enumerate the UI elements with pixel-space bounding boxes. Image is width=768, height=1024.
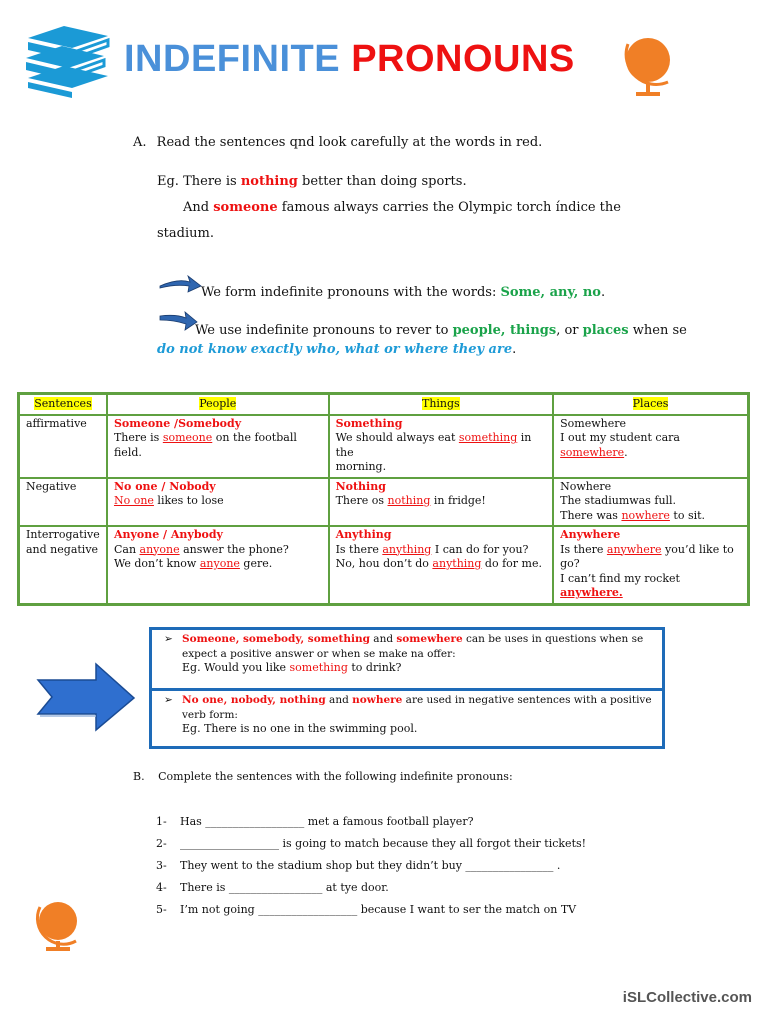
places-cell — [553, 526, 748, 604]
note-2 — [164, 693, 652, 737]
exercise-number: 2- — [156, 837, 167, 850]
rule-2-green-1: people, things — [452, 323, 557, 338]
arrow-icon — [34, 660, 138, 736]
section-a-text: Read the sentences qnd look carefully at the words in red. — [156, 135, 543, 150]
exercise-text[interactable]: I’m not going __________________ because I want to ser the match on TV — [180, 903, 577, 916]
note-1-post: can be uses in questions when se — [462, 633, 644, 645]
rule-2-cont-end: . — [512, 342, 517, 357]
example-1-red: nothing — [240, 174, 298, 189]
rule-2-mid: , or — [556, 323, 583, 338]
row-label-line: Interrogative — [26, 528, 100, 541]
table-row — [19, 415, 748, 478]
note-1-example-post: to drink? — [347, 661, 402, 674]
cell-red: nothing — [387, 494, 431, 507]
cell-text: Is there — [560, 542, 607, 556]
bullet-icon: ➢ — [164, 633, 173, 645]
rule-1-text: We form indefinite pronouns with the words: — [201, 285, 501, 300]
cell-red: anyone — [139, 542, 180, 556]
exercise-text[interactable]: Has __________________ met a famous football player? — [180, 815, 474, 828]
cell-text: you’d like to — [661, 542, 734, 556]
cell-text: on the football field. — [113, 431, 297, 459]
cell-text: likes to lose — [153, 494, 224, 507]
title-word-2: PRONOUNS — [351, 38, 575, 80]
globe-icon — [32, 895, 88, 955]
cell-red: anywhere. — [560, 586, 623, 599]
cell-text: go? — [560, 557, 580, 570]
header-sentences: Sentences — [34, 397, 92, 410]
exercise-item — [156, 859, 560, 872]
cell-heading: Nothing — [335, 479, 386, 493]
site-watermark: iSLCollective.com — [622, 989, 752, 1006]
header-places: Places — [632, 397, 669, 410]
section-a-marker: A. — [133, 135, 147, 150]
note-1-and: and — [369, 633, 397, 645]
exercise-text[interactable]: __________________ is going to match because they all forgot their tickets! — [180, 837, 587, 850]
note-2-line-2: verb form: — [182, 708, 238, 721]
table-row — [19, 526, 748, 604]
example-2-post: famous always carries the Olympic torch índice the — [277, 200, 621, 215]
cell-text: I out my student cara — [560, 431, 680, 444]
cell-text: We don’t know — [113, 557, 200, 570]
table-header — [553, 394, 748, 415]
note-1-red-2: somewhere — [396, 633, 463, 645]
cell-heading: Something — [335, 416, 403, 430]
arrow-icon — [158, 274, 202, 298]
note-2-red-2: nowhere — [352, 694, 403, 706]
bullet-icon: ➢ — [164, 694, 173, 706]
cell-heading: Anything — [335, 528, 392, 541]
exercise-text[interactable]: They went to the stadium shop but they didn’t buy ________________ . — [180, 859, 561, 872]
example-1-pre: Eg. There is — [157, 174, 241, 189]
notes-divider — [152, 688, 662, 691]
cell-text: . — [624, 445, 628, 459]
cell-text: to sit. — [669, 508, 706, 522]
people-cell — [107, 478, 329, 527]
exercise-number: 4- — [156, 881, 167, 894]
exercise-item — [156, 815, 473, 828]
cell-red: somewhere — [560, 445, 625, 459]
exercise-item — [156, 903, 576, 916]
note-2-red-1: No one, nobody, nothing — [182, 694, 326, 706]
cell-red: anything — [382, 542, 432, 556]
example-2 — [183, 200, 621, 215]
cell-heading: Nowhere — [560, 479, 612, 493]
note-2-post: are used in negative sentences with a positive — [402, 694, 652, 706]
rule-2 — [195, 323, 687, 338]
example-2-pre: And — [183, 200, 214, 215]
cell-heading: Somewhere — [560, 416, 627, 430]
places-cell — [553, 415, 748, 478]
pronoun-table — [17, 392, 750, 606]
cell-red: anyone — [199, 557, 240, 570]
title-word-1: INDEFINITE — [124, 38, 341, 80]
cell-text: I can’t find my rocket — [560, 571, 680, 585]
table-row — [19, 478, 748, 527]
note-2-and: and — [325, 694, 353, 706]
header-people: People — [199, 397, 237, 410]
things-cell — [329, 526, 554, 604]
notes-box — [149, 627, 665, 749]
globe-icon — [620, 30, 680, 100]
rule-2-post: when se — [628, 323, 687, 338]
exercise-item — [156, 881, 389, 894]
places-cell — [553, 478, 748, 527]
cell-text: do for me. — [481, 557, 542, 570]
note-1 — [164, 632, 644, 676]
rule-2-italic: do not know exactly who, what or where they are — [157, 342, 513, 357]
cell-red: nowhere — [621, 508, 670, 522]
exercise-number: 3- — [156, 859, 167, 872]
cell-heading: Anywhere — [560, 528, 621, 541]
exercise-text[interactable]: There is _________________ at tye door. — [180, 881, 389, 894]
cell-text: Can — [113, 542, 140, 556]
cell-red: anywhere — [606, 542, 662, 556]
rule-2-cont — [157, 342, 516, 357]
cell-text: in fridge! — [430, 494, 486, 507]
cell-text: We should always eat — [335, 431, 459, 444]
table-header-row — [19, 394, 748, 415]
note-1-line-2: expect a positive answer or when se make na offer: — [182, 647, 456, 660]
cell-heading: Someone /Somebody — [113, 416, 242, 430]
things-cell — [329, 478, 554, 527]
example-1-post: better than doing sports. — [297, 174, 467, 189]
people-cell — [107, 526, 329, 604]
section-b-marker: B. — [133, 770, 145, 783]
note-2-example: Eg. There is no one in the swimming pool. — [182, 722, 418, 735]
note-1-example-pre: Eg. Would you like — [182, 661, 290, 674]
header-things: Things — [421, 397, 460, 410]
exercise-number: 1- — [156, 815, 167, 828]
cell-text: There os — [335, 494, 388, 507]
cell-text: There was — [560, 508, 622, 522]
section-b-instruction — [133, 770, 513, 783]
people-cell — [107, 415, 329, 478]
cell-red: anything — [432, 557, 482, 570]
cell-text: The stadiumwas full. — [560, 494, 677, 507]
rule-1 — [201, 285, 605, 300]
arrow-icon — [158, 310, 198, 336]
rule-1-end: . — [600, 285, 606, 300]
cell-red: someone — [162, 431, 213, 444]
books-icon — [24, 24, 110, 98]
cell-text: No, hou don’t do — [335, 557, 433, 570]
row-label-line: and negative — [26, 542, 99, 556]
row-label: affirmative — [19, 415, 107, 478]
things-cell — [329, 415, 554, 478]
row-label: Negative — [19, 478, 107, 527]
example-2-cont: stadium. — [157, 226, 214, 241]
cell-text: morning. — [335, 460, 387, 473]
section-b-text: Complete the sentences with the following indefinite pronouns: — [158, 770, 513, 783]
cell-red: something — [458, 431, 518, 444]
example-1 — [157, 174, 467, 189]
cell-text: I can do for you? — [431, 542, 529, 556]
cell-text: gere. — [239, 557, 273, 570]
rule-2-pre: We use indefinite pronouns to rever to — [195, 323, 453, 338]
table-header — [107, 394, 329, 415]
cell-text: Is there — [335, 542, 383, 556]
rule-2-green-2: places — [582, 323, 629, 338]
cell-heading: No one / Nobody — [113, 479, 216, 493]
cell-text: answer the phone? — [179, 542, 289, 556]
section-a-instruction — [133, 135, 542, 150]
exercise-number: 5- — [156, 903, 167, 916]
exercise-item — [156, 837, 586, 850]
cell-red: No one — [113, 494, 154, 507]
note-1-example-red: something — [289, 661, 348, 674]
note-1-red-1: Someone, somebody, something — [182, 633, 370, 645]
row-label — [19, 526, 107, 604]
table-header — [329, 394, 554, 415]
cell-heading: Anyone / Anybody — [113, 528, 223, 541]
cell-text: There is — [113, 431, 163, 444]
rule-1-green: Some, any, no — [500, 285, 601, 300]
page-title — [124, 38, 575, 81]
table-header — [19, 394, 107, 415]
cell-text: in the — [335, 431, 532, 459]
example-2-red: someone — [213, 200, 278, 215]
